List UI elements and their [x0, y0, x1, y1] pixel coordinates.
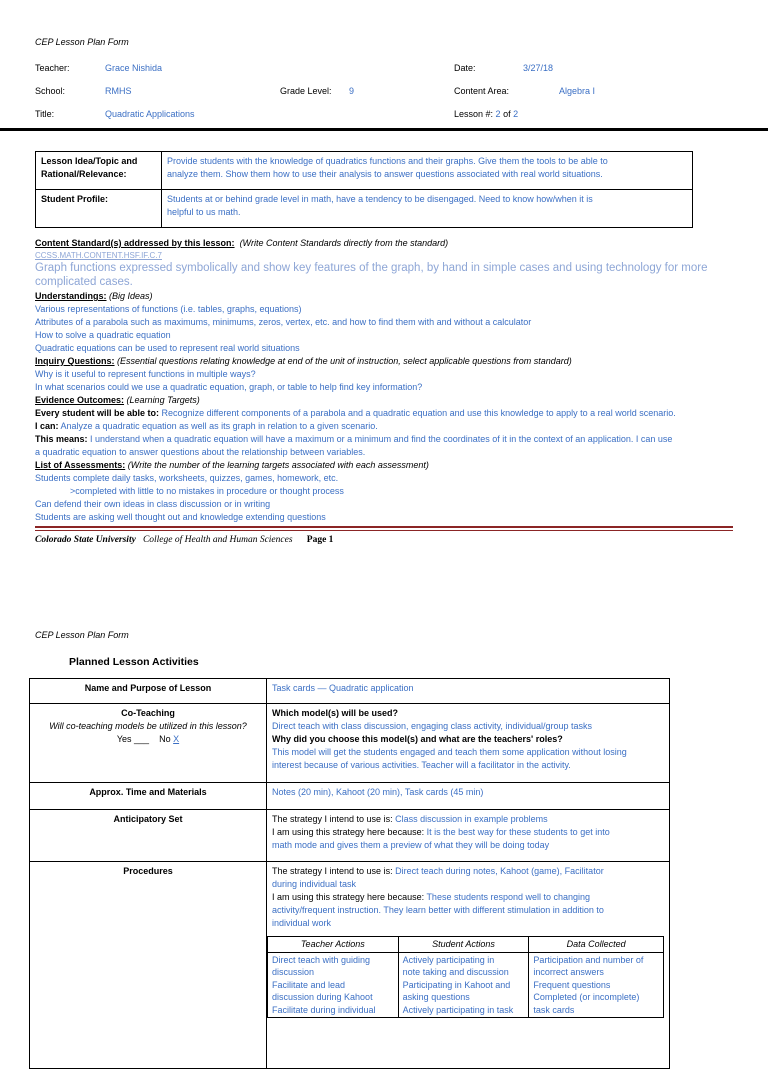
lesson-number [454, 109, 518, 119]
col-teacher-actions: Teacher Actions [268, 937, 399, 953]
student-profile-row [36, 190, 693, 228]
co-teaching-row [30, 704, 670, 783]
assessment-item: Can defend their own ideas in class discussion or in writing [35, 499, 271, 509]
content-area-value: Algebra I [559, 86, 596, 96]
evidence-heading: Evidence Outcomes: (Learning Targets) [35, 395, 200, 405]
time-materials-value: Notes (20 min), Kahoot (20 min), Task cards (45 min) [267, 783, 670, 810]
section-heading: Planned Lesson Activities [69, 656, 199, 668]
lesson-total: 2 [513, 109, 519, 119]
col-student-actions: Student Actions [398, 937, 529, 953]
this-means-line-2: a quadratic equation to answer questions about the relationship between variables. [35, 447, 366, 457]
content-area-label: Content Area: [454, 86, 510, 96]
co-teaching-cell: Co-Teaching Will co-teaching models be utilized in this lesson? Yes ___ No X [30, 704, 267, 783]
understanding-item: How to solve a quadratic equation [35, 330, 171, 340]
lesson-idea-table [35, 151, 693, 228]
date-value: 3/27/18 [523, 63, 554, 73]
inquiry-item: Why is it useful to represent functions in multiple ways? [35, 369, 256, 379]
actions-table [267, 936, 664, 1018]
lesson-activities-table [29, 678, 670, 1069]
procedures-row [30, 862, 670, 1069]
time-materials-row [30, 783, 670, 810]
header-rule [0, 128, 768, 131]
name-purpose-row [30, 679, 670, 704]
grade-label: Grade Level: [280, 86, 332, 96]
name-purpose-label: Name and Purpose of Lesson [30, 679, 267, 704]
every-student-line: Every student will be able to: Recognize different components of a parabola and a quadratic equation and use this knowledge to apply to a real world scenario. [35, 408, 676, 418]
inquiry-heading: Inquiry Questions: (Essential questions relating knowledge at end of the unit of instruction, select applicable questions from standard) [35, 356, 572, 366]
standard-code-link[interactable]: CCSS.MATH.CONTENT.HSF.IF.C.7 [35, 251, 162, 260]
name-purpose-value: Task cards — Quadratic application [267, 679, 670, 704]
this-means-line: This means: I understand when a quadratic equation will have a maximum or a minimum and find the coordinates of it in the context of an application. I can use [35, 434, 673, 444]
assessments-heading: List of Assessments: (Write the number of the learning targets associated with each assessment) [35, 460, 429, 470]
lesson-label: Lesson #: [454, 109, 494, 119]
student-actions-cell: Actively participating in note taking and discussion Participating in Kahoot and asking questions Actively participating in task [398, 952, 529, 1018]
standards-heading: Content Standard(s) addressed by this lesson: (Write Content Standards directly from the standard) [35, 238, 449, 248]
procedures-details: The strategy I intend to use is: Direct teach during notes, Kahoot (game), Facilitator during individual task I am using this strategy here because: These students respond well to changing activity/frequent instruction. They learn better with different stimulation in addition to individual work Teacher Actions Student Actions Data Collected Direct teach with guiding discussion Facilitate and lead discussion during Kahoot Facilitate during individual Actively participating in note taking and discussion Participating in Kahoot and asking questions Actively participating in task Participation and number of incorrect answers Frequent questions Completed (or incomplete) task cards [267, 862, 670, 1069]
assessment-item: Students complete daily tasks, worksheets, quizzes, games, homework, etc. [35, 473, 339, 483]
procedures-label: Procedures [30, 862, 267, 1069]
actions-header-row [268, 937, 664, 953]
student-profile-text: Students at or behind grade level in math, have a tendency to be disengaged. Need to know how/when it is helpful to us math. [162, 190, 693, 228]
form-title: CEP Lesson Plan Form [35, 630, 129, 640]
anticipatory-set-details: The strategy I intend to use is: Class discussion in example problems I am using this strategy here because: It is the best way for these students to get into math mode and gives them a preview of what they will be doing today [267, 810, 670, 862]
understanding-item: Various representations of functions (i.e. tables, graphs, equations) [35, 304, 302, 314]
lesson-of: of [503, 109, 511, 119]
anticipatory-set-label: Anticipatory Set [30, 810, 267, 862]
lesson-idea-row [36, 152, 693, 190]
assessment-item: Students are asking well thought out and knowledge extending questions [35, 512, 326, 522]
page-footer: Colorado State University College of Health and Human Sciences Page 1 [35, 535, 334, 545]
form-title: CEP Lesson Plan Form [35, 37, 129, 47]
school-value: RMHS [105, 86, 132, 96]
school-label: School: [35, 86, 66, 96]
lesson-num: 2 [495, 109, 501, 119]
actions-row [268, 952, 664, 1018]
title-label: Title: [35, 109, 55, 119]
lesson-idea-label: Lesson Idea/Topic and Rational/Relevance: [36, 152, 162, 190]
lesson-idea-text: Provide students with the knowledge of quadratics functions and their graphs. Give them the tools to be able to analyze them. Show them how to use their analysis to answer questions associated with real world situations. [162, 152, 693, 190]
teacher-actions-cell: Direct teach with guiding discussion Facilitate and lead discussion during Kahoot Facilitate during individual [268, 952, 399, 1018]
standard-text: Graph functions expressed symbolically and show key features of the graph, by hand in simple cases and using technology for more complicated cases. [35, 262, 708, 288]
inquiry-item: In what scenarios could we use a quadratic equation, graph, or table to help find key information? [35, 382, 423, 392]
title-value: Quadratic Applications [105, 109, 195, 119]
time-materials-label: Approx. Time and Materials [30, 783, 267, 810]
student-profile-label: Student Profile: [36, 190, 162, 228]
teacher-value: Grace Nishida [105, 63, 163, 73]
assessment-item: >completed with little to no mistakes in procedure or thought process [70, 486, 344, 496]
col-data-collected: Data Collected [529, 937, 664, 953]
understanding-item: Quadratic equations can be used to represent real world situations [35, 343, 300, 353]
grade-value: 9 [349, 86, 355, 96]
anticipatory-set-row [30, 810, 670, 862]
co-teaching-answer: Yes ___ No X [116, 734, 180, 744]
footer-rule [35, 526, 733, 528]
footer-rule-thin [35, 530, 733, 531]
i-can-line: I can: Analyze a quadratic equation as well as its graph in relation to a given scenario. [35, 421, 378, 431]
co-teaching-details: Which model(s) will be used? Direct teach with class discussion, engaging class activity, individual/group tasks Why did you choose this model(s) and what are the teachers' roles? This model will get the students engaged and teach them some application without losing interest because of various activities. Teacher will a facilitator in the activity. [267, 704, 670, 783]
data-collected-cell: Participation and number of incorrect answers Frequent questions Completed (or incomplete) task cards [529, 952, 664, 1018]
understandings-heading: Understandings: (Big Ideas) [35, 291, 153, 301]
date-label: Date: [454, 63, 476, 73]
teacher-label: Teacher: [35, 63, 70, 73]
understanding-item: Attributes of a parabola such as maximums, minimums, zeros, vertex, etc. and how to find them with and without a calculator [35, 317, 532, 327]
